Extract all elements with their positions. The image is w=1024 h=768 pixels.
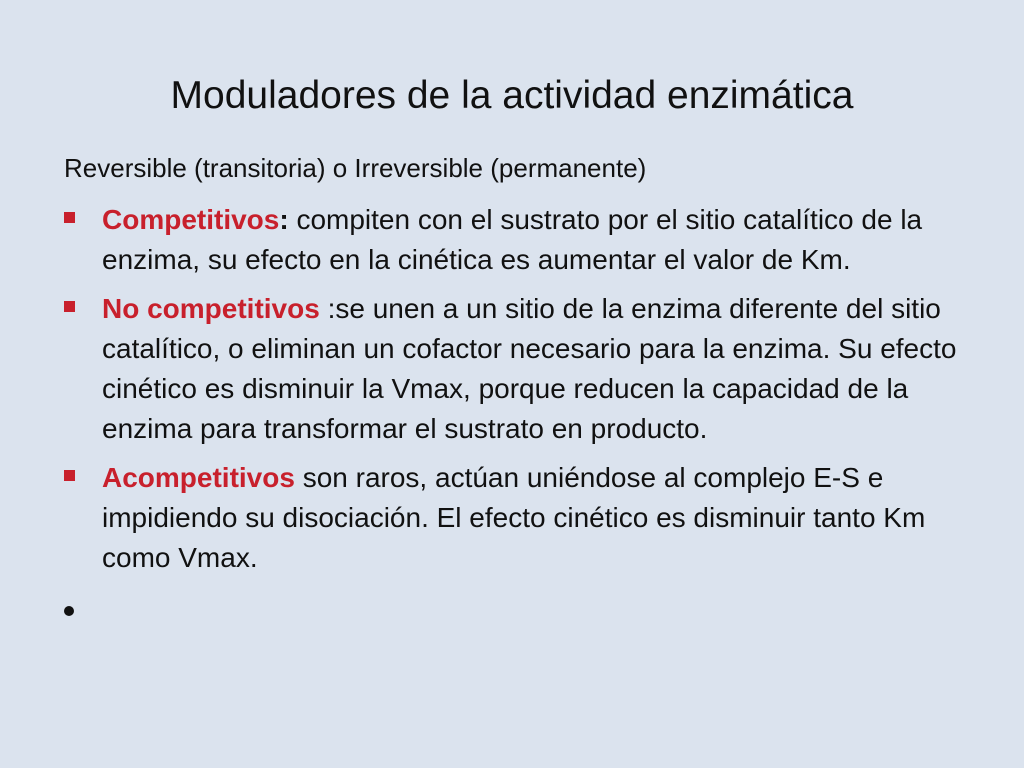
bullet-text: compiten con el sustrato por el sitio catalítico de la enzima, su efecto en la cinética es aumentar el valor de Km. xyxy=(102,204,923,275)
bullet-text: :se unen a un sitio de la enzima diferente del sitio catalítico, o eliminan un cofactor necesario para la enzima. Su efecto cinético es disminuir la Vmax, porque reducen la capacidad de la enzima para transformar el sustrato en producto. xyxy=(102,293,957,444)
intro-text: Reversible (transitoria) o Irreversible (permanente) xyxy=(64,153,647,183)
slide-title: Moduladores de la actividad enzimática xyxy=(170,74,854,117)
bullet-list xyxy=(64,200,974,639)
term-competitivos: Competitivos xyxy=(102,204,280,235)
bullet-competitivos xyxy=(64,200,974,280)
term-acompetitivos: Acompetitivos xyxy=(102,462,295,493)
square-bullet-icon xyxy=(64,470,75,481)
empty-bullet xyxy=(64,590,974,630)
term-colon: : xyxy=(279,204,289,235)
bullet-no-competitivos xyxy=(64,289,974,449)
bullet-text: son raros, actúan uniéndose al complejo E-S e impidiendo su disociación. El efecto cinético es disminuir tanto Km como Vmax. xyxy=(102,462,926,573)
square-bullet-icon xyxy=(64,212,75,223)
round-bullet-icon xyxy=(64,606,74,616)
square-bullet-icon xyxy=(64,301,75,312)
term-no-competitivos: No competitivos xyxy=(102,293,320,324)
bullet-acompetitivos xyxy=(64,458,974,578)
